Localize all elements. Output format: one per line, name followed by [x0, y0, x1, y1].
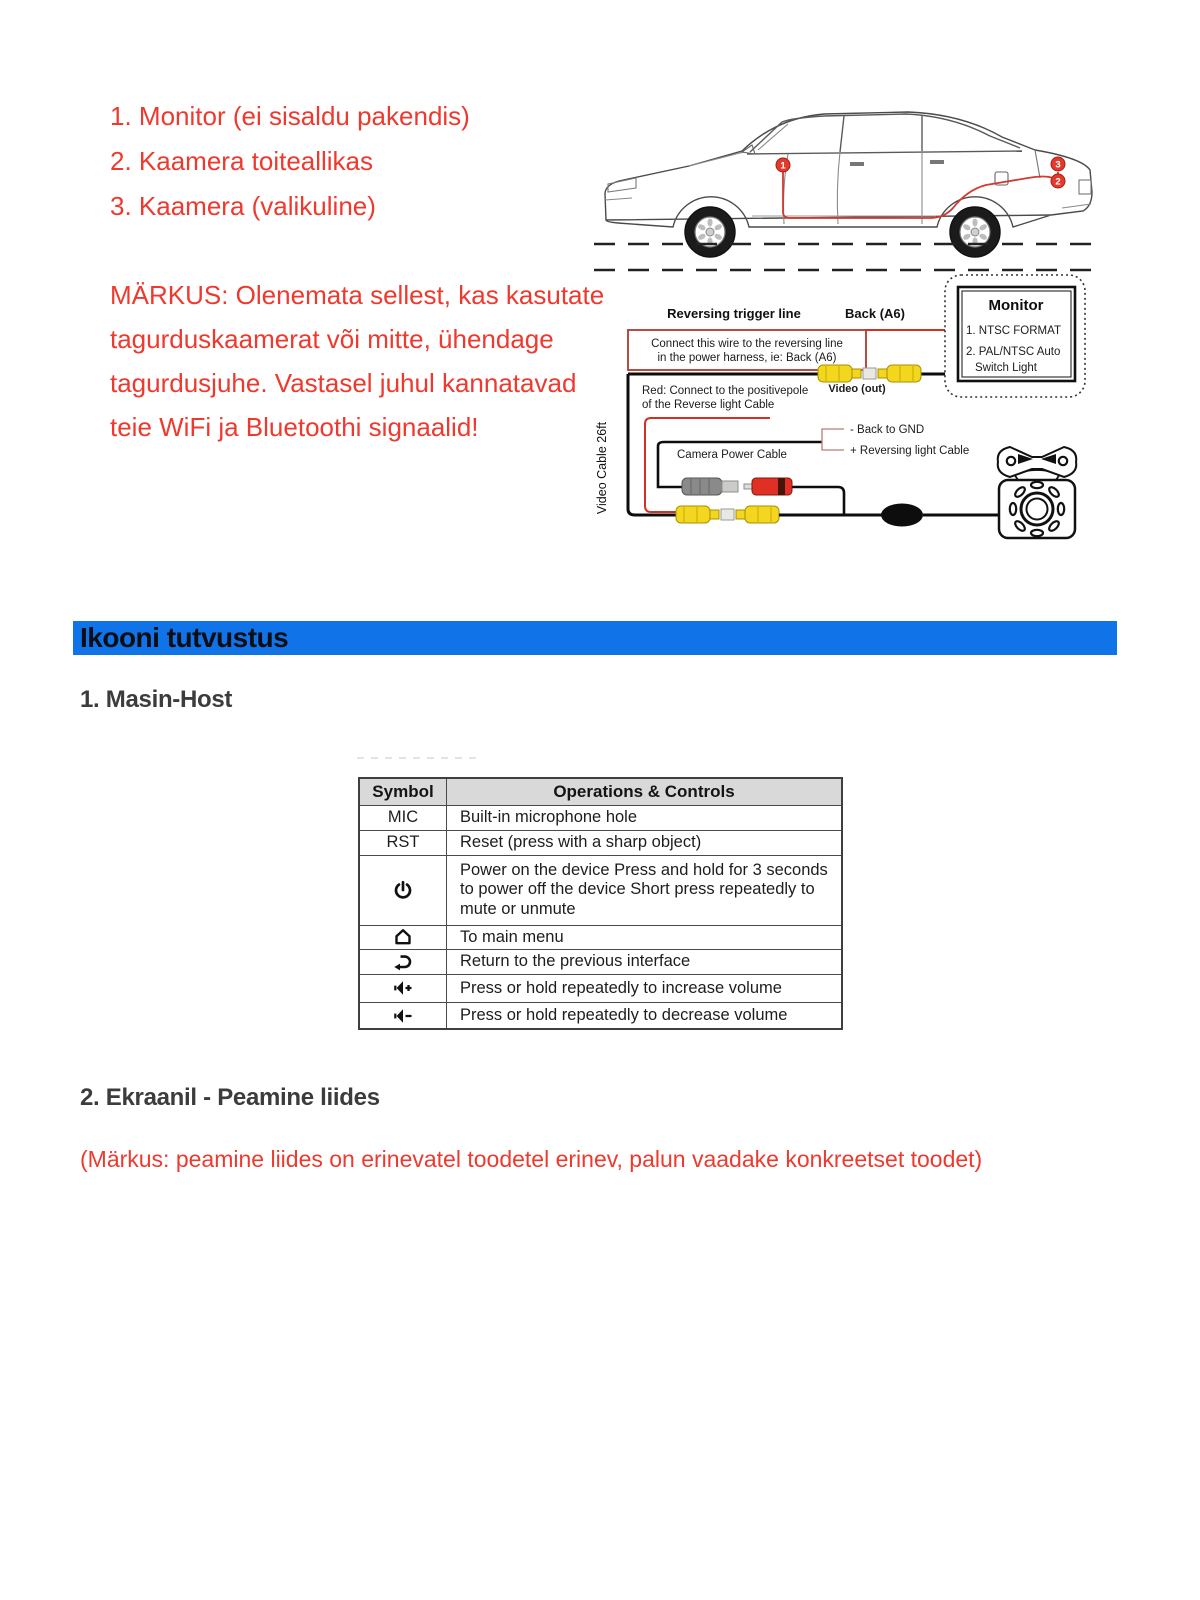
note-paragraph: [110, 273, 604, 449]
symbol-cell: [359, 974, 447, 1002]
gnd-bracket: [822, 429, 844, 450]
marker-badge: [1051, 157, 1065, 171]
video-out-label: Video (out): [828, 383, 886, 395]
note-line: tagurdusjuhe. Vastasel juhul kannatavad: [110, 368, 577, 398]
description-cell: Press or hold repeatedly to increase volume: [447, 974, 843, 1002]
host-heading: 1. Masin-Host: [80, 686, 233, 713]
section-header-bar: [73, 621, 1117, 655]
table-header-row: [359, 778, 842, 805]
return-icon: [393, 952, 413, 972]
note-line: MÄRKUS: Olenemata sellest, kas kasutate: [110, 280, 605, 310]
note-line: tagurduskaamerat või mitte, ühendage: [110, 324, 554, 354]
description-cell: Reset (press with a sharp object): [447, 830, 843, 855]
svg-text:Switch Light: Switch Light: [975, 362, 1038, 374]
volume-down-icon: [392, 1006, 414, 1026]
home-icon: [393, 927, 413, 947]
rear-wheel: [950, 207, 1000, 257]
description-cell: To main menu: [447, 925, 843, 949]
marker-badge: [1051, 174, 1065, 188]
svg-text:Monitor: Monitor: [988, 297, 1044, 314]
svg-text:3: 3: [1055, 159, 1061, 171]
installation-diagram: [592, 88, 1102, 558]
table-row: [359, 974, 842, 1002]
symbol-cell: [359, 925, 447, 949]
operations-table: [358, 777, 843, 1030]
list-item: 1. Monitor (ei sisaldu pakendis): [110, 101, 470, 131]
marker-badge: [776, 158, 790, 172]
description-cell: Power on the device Press and hold for 3 seconds to power off the device Short press repeatedly to mute or unmute: [447, 855, 843, 925]
car-markers: [776, 157, 1065, 188]
symbol-cell: [359, 855, 447, 925]
table-row: [359, 925, 842, 949]
intro-list: [110, 94, 470, 229]
list-item: 3. Kaamera (valikuline): [110, 191, 376, 221]
screen-note: (Märkus: peamine liides on erinevatel toodetel erinev, palun vaadake konkreetset toodet): [80, 1146, 983, 1172]
rca-connector: [818, 365, 921, 382]
rca-connector: [676, 506, 779, 523]
table-row: [359, 1002, 842, 1029]
camera-power-label: Camera Power Cable: [677, 449, 787, 461]
svg-text:1: 1: [780, 160, 786, 172]
table-row: [359, 949, 842, 974]
wiring-diagram: [595, 275, 1085, 538]
front-wheel: [685, 207, 735, 257]
road-dashes: [594, 244, 1100, 270]
car-illustration: [605, 112, 1092, 257]
svg-text:of the Reverse light Cable: of the Reverse light Cable: [642, 399, 775, 411]
operations-column-header: Operations & Controls: [447, 778, 843, 805]
symbol-cell: [359, 949, 447, 974]
symbol-cell: RST: [359, 830, 447, 855]
symbol-cell: MIC: [359, 805, 447, 830]
power-icon: [393, 880, 413, 900]
volume-up-icon: [392, 978, 414, 998]
list-item: 2. Kaamera toiteallikas: [110, 146, 374, 176]
trigger-note-box: [628, 330, 866, 370]
car-cable-route: [783, 170, 1053, 218]
description-cell: Press or hold repeatedly to decrease volume: [447, 1002, 843, 1029]
gnd-label: - Back to GND: [850, 424, 925, 436]
symbol-cell: [359, 1002, 447, 1029]
ferrite-bead: [881, 504, 923, 527]
reversing-light-label: + Reversing light Cable: [850, 445, 970, 457]
svg-text:Connect this wire to the rever: Connect this wire to the reversing line: [651, 338, 843, 350]
reversing-trigger-label: Reversing trigger line: [667, 306, 801, 321]
symbol-column-header: Symbol: [359, 778, 447, 805]
power-connector: [682, 478, 792, 495]
monitor-box: [945, 275, 1085, 397]
reverse-light-wire: [645, 418, 770, 512]
table-row: [359, 805, 842, 830]
table-row: [359, 830, 842, 855]
svg-text:Red: Connect to the positivepo: Red: Connect to the positivepole: [642, 385, 809, 397]
description-cell: Built-in microphone hole: [447, 805, 843, 830]
svg-text:in the power harness, ie: Back: in the power harness, ie: Back (A6): [657, 352, 837, 364]
svg-text:2. PAL/NTSC Auto: 2. PAL/NTSC Auto: [966, 346, 1061, 358]
camera-illustration: [998, 447, 1077, 538]
cropped-text-remnant: [357, 757, 482, 759]
note-line: teie WiFi ja Bluetoothi signaalid!: [110, 412, 479, 442]
svg-text:2: 2: [1055, 176, 1061, 188]
back-a6-label: Back (A6): [845, 306, 905, 321]
screen-heading: 2. Ekraanil - Peamine liides: [80, 1084, 380, 1111]
svg-text:1. NTSC FORMAT: 1. NTSC FORMAT: [966, 325, 1061, 337]
video-cable-label: Video Cable 26ft: [595, 421, 609, 515]
description-cell: Return to the previous interface: [447, 949, 843, 974]
table-row: [359, 855, 842, 925]
section-title: Ikooni tutvustus: [80, 622, 289, 653]
